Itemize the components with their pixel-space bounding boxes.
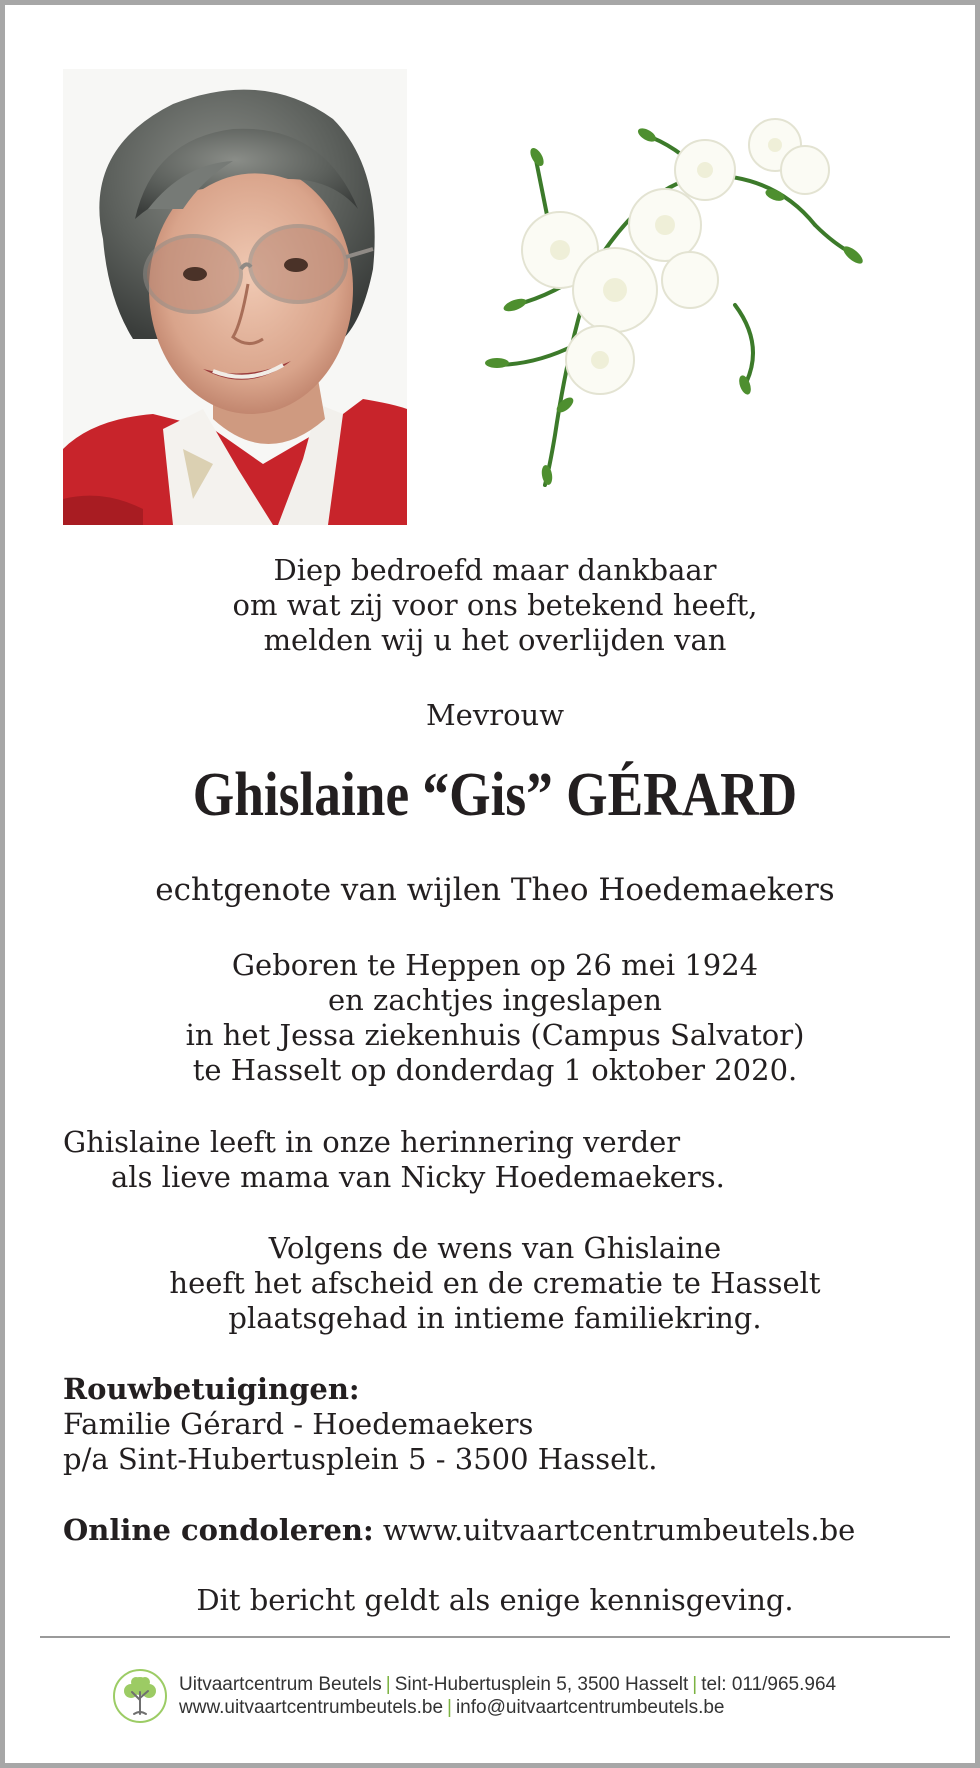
- footer-contact: [179, 1673, 959, 1719]
- footer-divider: [40, 1636, 950, 1638]
- footer-separator: |: [385, 1674, 391, 1695]
- wish-line: Volgens de wens van Ghislaine: [268, 1231, 722, 1265]
- deceased-name: Ghislaine “Gis” GÉRARD: [192, 761, 798, 829]
- wish-text: [10, 1231, 980, 1336]
- intro-text: [10, 553, 980, 658]
- remembrance-line: Ghislaine leeft in onze herinnering verder: [63, 1125, 681, 1159]
- remembrance-text: [63, 1125, 963, 1195]
- online-label: Online condoleren:: [63, 1513, 374, 1547]
- details-line: en zachtjes ingeslapen: [328, 983, 662, 1017]
- salutation: Mevrouw: [425, 698, 565, 732]
- white-freesia-flowers: [475, 105, 875, 490]
- online-condolence: [63, 1513, 963, 1548]
- online-url-link[interactable]: www.uitvaartcentrumbeutels.be: [382, 1513, 856, 1547]
- footer-address: Sint-Hubertusplein 5, 3500 Hasselt: [394, 1674, 689, 1695]
- details-line: te Hasselt op donderdag 1 oktober 2020.: [192, 1053, 798, 1087]
- condolence-line: Familie Gérard - Hoedemaekers: [63, 1407, 534, 1441]
- footer-company: Uitvaartcentrum Beutels: [179, 1674, 382, 1695]
- intro-line: om wat zij voor ons betekend heeft,: [232, 588, 758, 622]
- footer-website-link[interactable]: www.uitvaartcentrumbeutels.be: [179, 1697, 444, 1718]
- footer-separator: |: [447, 1697, 452, 1718]
- condolence-heading: Rouwbetuigingen:: [63, 1372, 360, 1406]
- condolence-line: p/a Sint-Hubertusplein 5 - 3500 Hasselt.: [63, 1442, 658, 1476]
- wish-line: heeft het afscheid en de crematie te Hasselt: [169, 1266, 821, 1300]
- notice-text: Dit bericht geldt als enige kennisgeving.: [196, 1583, 794, 1617]
- intro-line: melden wij u het overlijden van: [263, 623, 727, 657]
- spouse-line: echtgenote van wijlen Theo Hoedemaekers: [155, 872, 835, 908]
- remembrance-line: als lieve mama van Nicky Hoedemaekers.: [111, 1160, 725, 1194]
- intro-line: Diep bedroefd maar dankbaar: [273, 553, 717, 587]
- tree-logo-icon: [112, 1668, 168, 1724]
- footer-separator: |: [692, 1674, 698, 1695]
- footer-email-link[interactable]: info@uitvaartcentrumbeutels.be: [455, 1697, 725, 1718]
- details-line: in het Jessa ziekenhuis (Campus Salvator): [185, 1018, 805, 1052]
- footer-line: [179, 1696, 959, 1719]
- footer-phone-link[interactable]: tel: 011/965.964: [701, 1674, 837, 1695]
- wish-line: plaatsgehad in intieme familiekring.: [228, 1301, 762, 1335]
- portrait-photo: [63, 69, 407, 525]
- birth-death-details: [10, 948, 980, 1088]
- footer-line: [179, 1673, 959, 1696]
- condolence-address: [63, 1372, 963, 1477]
- details-line: Geboren te Heppen op 26 mei 1924: [231, 948, 759, 982]
